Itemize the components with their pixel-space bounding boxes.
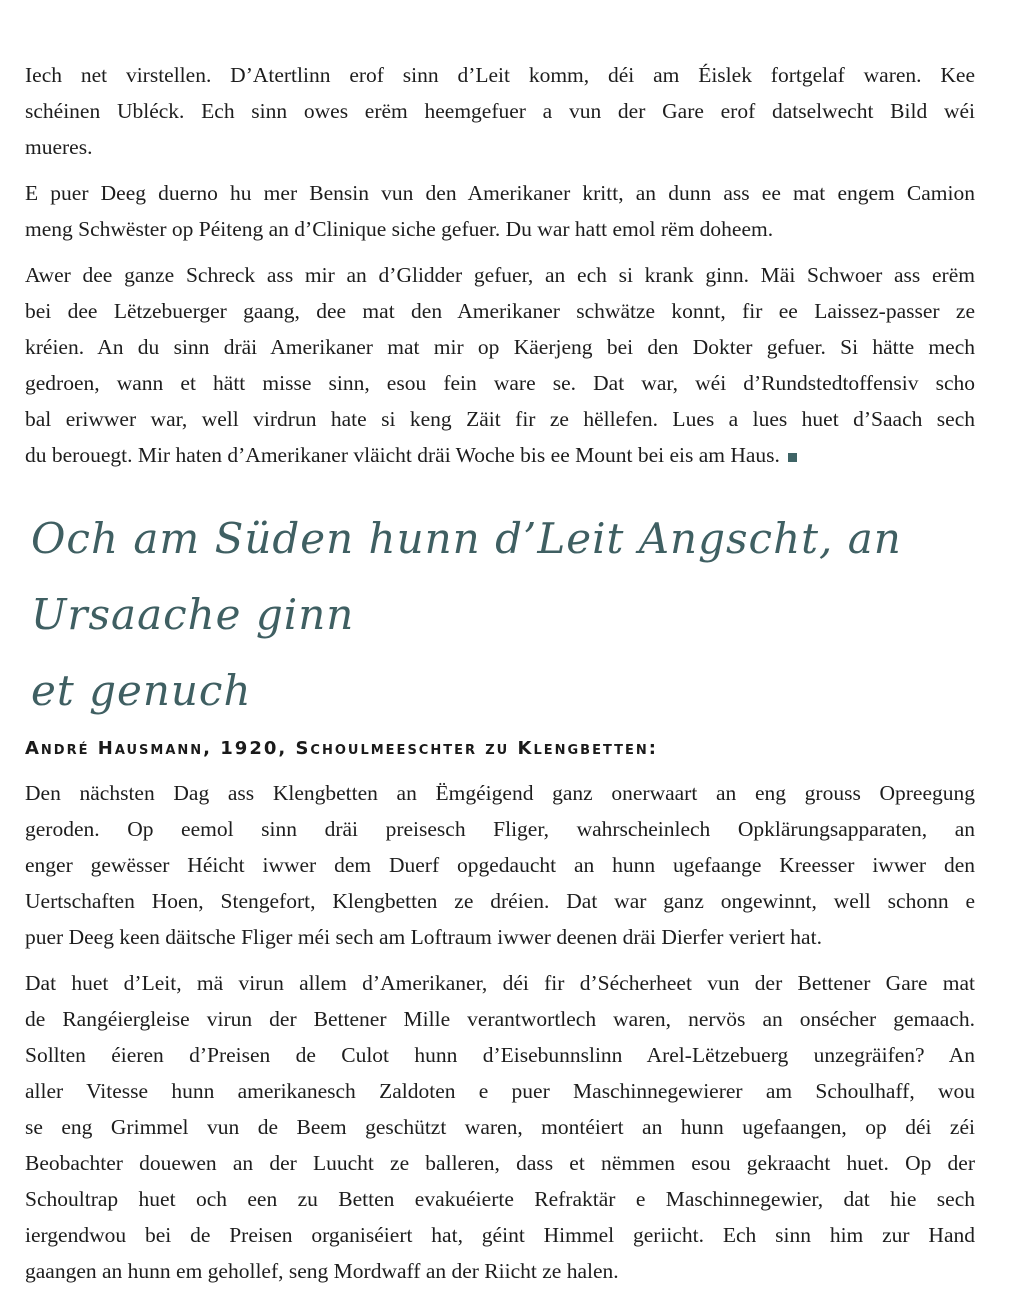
paragraph bbox=[25, 965, 975, 1289]
article-page bbox=[25, 57, 975, 1299]
paragraph bbox=[25, 57, 975, 165]
article-body-top bbox=[25, 57, 975, 473]
text-line: meng Schwëster op Péiteng an d’Clinique siche gefuer. Du war hatt emol rëm doheem. bbox=[25, 217, 774, 241]
paragraph bbox=[25, 175, 975, 247]
section-heading bbox=[31, 501, 975, 729]
byline: André Hausmann, 1920, Schoulmeeschter zu Klengbetten: bbox=[25, 738, 658, 759]
text-line: du berouegt. Mir haten d’Amerikaner vläicht dräi Woche bis ee Mount bei eis am Haus. bbox=[25, 437, 975, 473]
paragraph bbox=[25, 257, 975, 473]
text-line: Dat huet d’Leit, mä virun allem d’Amerikaner, déi fir d’Sécherheet vun der Bettener Gare mat bbox=[25, 971, 975, 995]
text-line: Schoultrap huet och een zu Betten evakuéierte Refraktär e Maschinnegewier, dat hie sech bbox=[25, 1187, 975, 1211]
text-line: iergendwou bei de Preisen organiséiert hat, géint Himmel geriicht. Ech sinn him zur Hand bbox=[25, 1223, 975, 1247]
text-line: Iech net virstellen. D’Atertlinn erof sinn d’Leit komm, déi am Éislek fortgelaf waren. Kee bbox=[25, 63, 975, 87]
text-line: Sollten éieren d’Preisen de Culot hunn d’Eisebunnslinn Arel-Lëtzebuerg unzegräifen? An bbox=[25, 1043, 975, 1067]
paragraph bbox=[25, 775, 975, 955]
text-line: se eng Grimmel vun de Beem geschützt waren, montéiert an hunn ugefaangen, op déi zéi bbox=[25, 1115, 975, 1139]
heading-line: Och am Süden hunn d’Leit Angscht, an Ursaache ginn bbox=[31, 514, 902, 639]
text-line: puer Deeg keen däitsche Fliger méi sech am Loftraum iwwer deenen dräi Dierfer veriert hat. bbox=[25, 925, 822, 949]
text-line: E puer Deeg duerno hu mer Bensin vun den Amerikaner kritt, an dunn ass ee mat engem Camion bbox=[25, 181, 975, 205]
text-line: bei dee Lëtzebuerger gaang, dee mat den Amerikaner schwätze konnt, fir ee Laissez-passer ze bbox=[25, 299, 975, 323]
article-body-bottom bbox=[25, 775, 975, 1289]
text-line: geroden. Op eemol sinn dräi preisesch Fliger, wahrscheinlech Opklärungsapparaten, an bbox=[25, 817, 975, 841]
end-of-article-square-icon bbox=[788, 453, 797, 462]
text-line: kréien. An du sinn dräi Amerikaner mat mir op Käerjeng bei den Dokter gefuer. Si hätte mech bbox=[25, 335, 975, 359]
text-line: aller Vitesse hunn amerikanesch Zaldoten e puer Maschinnegewierer am Schoulhaff, wou bbox=[25, 1079, 975, 1103]
text-line: schéinen Ubléck. Ech sinn owes erëm heemgefuer a vun der Gare erof datselwecht Bild wéi bbox=[25, 99, 975, 123]
text-line: mueres. bbox=[25, 135, 93, 159]
text-line: bal eriwwer war, well virdrun hate si keng Zäit fir ze hëllefen. Lues a lues huet d’Saach sech bbox=[25, 407, 975, 431]
text-line: Awer dee ganze Schreck ass mir an d’Glidder gefuer, an ech si krank ginn. Mäi Schwoer ass erëm bbox=[25, 263, 975, 287]
text-line: gaangen an hunn em gehollef, seng Mordwaff an der Riicht ze halen. bbox=[25, 1259, 619, 1283]
text-line: Beobachter douewen an der Luucht ze balleren, dass et nëmmen esou gekraacht huet. Op der bbox=[25, 1151, 975, 1175]
text-line: Den nächsten Dag ass Klengbetten an Ëmgéigend ganz onerwaart an eng grouss Opreegung bbox=[25, 781, 975, 805]
text-line: Uertschaften Hoen, Stengefort, Klengbetten ze dréien. Dat war ganz ongewinnt, well schonn e bbox=[25, 889, 975, 913]
text-line: de Rangéiergleise virun der Bettener Mille verantwortlech waren, nervös an onsécher gemaach. bbox=[25, 1007, 975, 1031]
text-line: enger gewësser Héicht iwwer dem Duerf opgedaucht an hunn ugefaange Kreesser iwwer den bbox=[25, 853, 975, 877]
text-line: gedroen, wann et hätt misse sinn, esou fein ware se. Dat war, wéi d’Rundstedtoffensiv scho bbox=[25, 371, 975, 395]
heading-line: et genuch bbox=[31, 666, 252, 715]
